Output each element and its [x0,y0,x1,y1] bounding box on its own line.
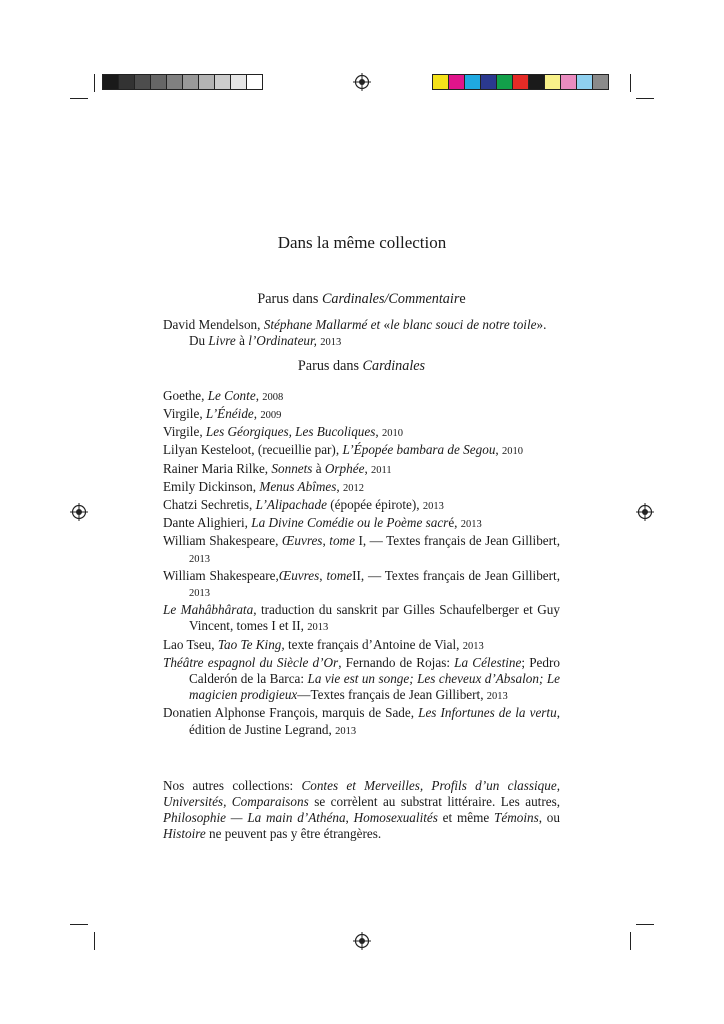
list-item: Goethe, Le Conte, 2008 [163,387,284,403]
crop-mark [630,932,631,950]
color-swatch [182,74,199,90]
list-item: William Shakespeare, Œuvres, tome I, — Textes français de Jean Gillibert, 2013 [163,533,560,565]
color-swatch [166,74,183,90]
crop-mark [70,98,88,99]
list-item: Emily Dickinson, Menus Abîmes, 2012 [163,478,364,494]
registration-mark-right-icon [636,503,654,521]
crop-mark [70,924,88,925]
color-swatch [512,74,529,90]
color-swatch [464,74,481,90]
list-item: Virgile, L’Énéide, 2009 [163,406,282,422]
list-item: Le Mahâbhârata, traduction du sanskrit par Gilles Schaufelberger et Guy Vincent, tomes I et II, 2013 [163,602,560,634]
color-swatch [496,74,513,90]
color-swatch [448,74,465,90]
color-swatch [198,74,215,90]
section-heading-cardinales: Parus dans Cardinales [297,357,426,374]
registration-mark-left-icon [70,503,88,521]
color-calibration-bar [432,74,608,90]
crop-mark [636,924,654,925]
color-swatch [246,74,263,90]
list-item: Rainer Maria Rilke, Sonnets à Orphée, 2011 [163,460,392,476]
color-swatch [592,74,609,90]
color-swatch [150,74,167,90]
registration-mark-top-icon [353,73,371,91]
color-swatch [480,74,497,90]
crop-mark [94,932,95,950]
color-swatch [230,74,247,90]
section-heading-commentaire: Parus dans Cardinales/Commentaire [257,291,466,307]
list-item: Chatzi Sechretis, L’Alipachade (épopée épirote), 2013 [163,497,444,513]
list-item: Lao Tseu, Tao Te King, texte français d’Antoine de Vial, 2013 [163,636,484,652]
crop-mark [636,98,654,99]
color-swatch [528,74,545,90]
page-title: Dans la même collection [277,233,447,252]
color-swatch [432,74,449,90]
list-item: David Mendelson, Stéphane Mallarmé et «le blanc souci de notre toile». Du Livre à l’Ordinateur, 2013 [163,317,547,349]
list-item: Virgile, Les Géorgiques, Les Bucoliques, 2010 [163,424,403,440]
color-swatch [118,74,135,90]
list-item: Donatien Alphonse François, marquis de Sade, Les Infortunes de la vertu, édition de Justine Legrand, 2013 [163,705,560,737]
color-swatch [214,74,231,90]
list-item: William Shakespeare,Œuvres, tomeII, — Textes français de Jean Gillibert, 2013 [163,567,561,600]
color-swatch [102,74,119,90]
color-swatch [134,74,151,90]
color-swatch [560,74,577,90]
list-item: Lilyan Kesteloot, (recueillie par), L’Épopée bambara de Segou, 2010 [163,442,524,458]
registration-mark-bottom-icon [353,932,371,950]
list-item: Théâtre espagnol du Siècle d’Or, Fernando de Rojas: La Célestine; Pedro Calderón de la Barca: La vie est un songe; Les cheveux d’Absalon; Le magicien prodigieux—Textes français de Jean Gillibert, 2013 [163,654,561,703]
color-swatch [576,74,593,90]
crop-mark [630,74,631,92]
other-collections-note: Nos autres collections: Contes et Merveilles, Profils d’un classique, Universités, Comparaisons se corrèlent au substrat littéraire. Les autres, Philosophie — La main d’Athéna, Homosexualités et même Témoins, ou Histoire ne peuvent pas y être étrangères. [163,777,560,842]
list-item: Dante Alighieri, La Divine Comédie ou le Poème sacré, 2013 [163,515,482,531]
color-swatch [544,74,561,90]
crop-mark [94,74,95,92]
collection-list [163,291,560,843]
grayscale-calibration-bar [102,74,262,90]
